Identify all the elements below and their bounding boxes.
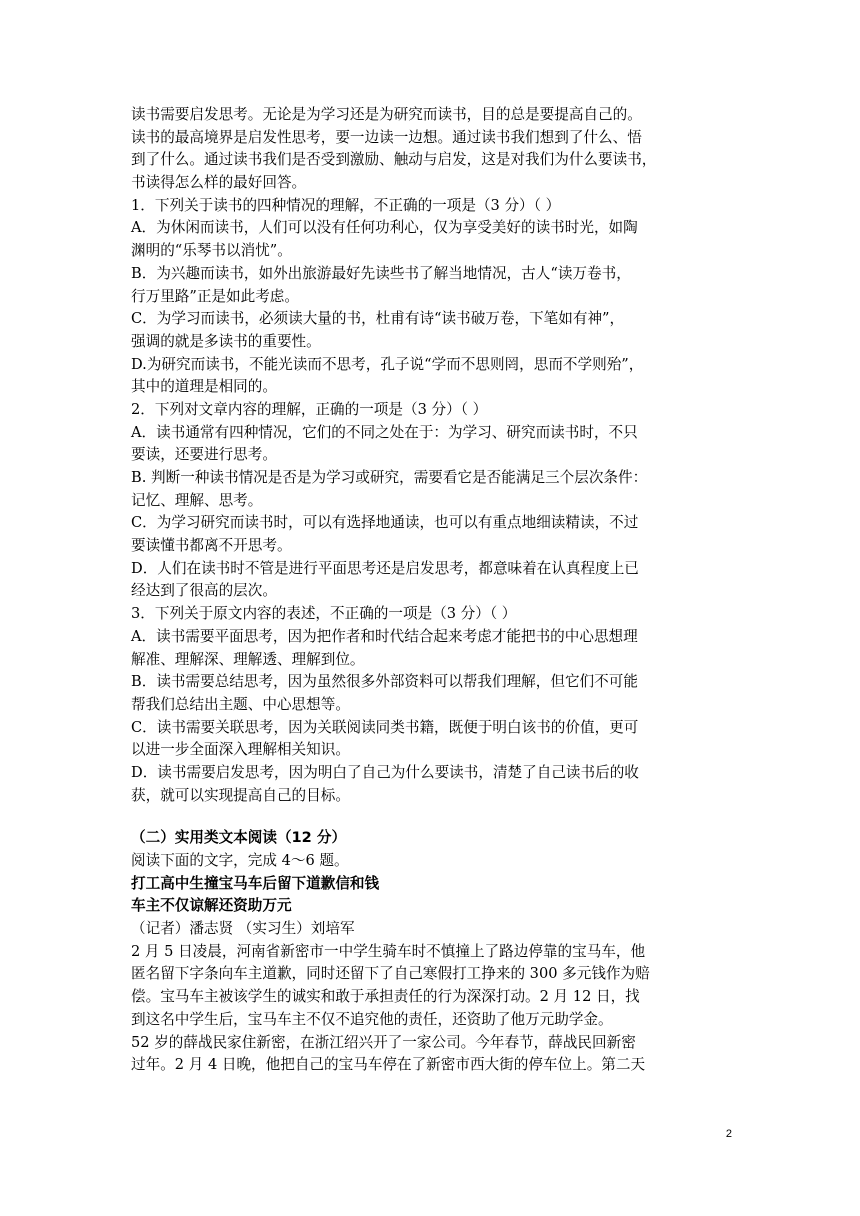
section-heading: （二）实用类文本阅读（12 分） xyxy=(131,829,347,847)
question-1 xyxy=(131,195,731,399)
article-line: 2 月 5 日凌晨，河南省新密市一中学生骑车时不慎撞上了路边停靠的宝马车，他 xyxy=(131,942,646,960)
article-subheadline: 车主不仅谅解还资助万元 xyxy=(131,897,292,915)
option-line: A．读书通常有四种情况，它们的不同之处在于：为学习、研究而读书时，不只 xyxy=(131,423,638,441)
option-d xyxy=(131,762,731,807)
option-c xyxy=(131,512,731,557)
option-line: D．读书需要启发思考，因为明白了自己为什么要读书，清楚了自己读书后的收 xyxy=(131,763,639,781)
article-body xyxy=(131,941,731,1077)
option-line: 要读懂书都离不开思考。 xyxy=(131,537,292,555)
question-3 xyxy=(131,603,731,807)
option-line: C．为学习而读书，必须读大量的书，杜甫有诗“读书破万卷，下笔如有神”， xyxy=(131,310,625,328)
section-2 xyxy=(131,827,731,1077)
option-a xyxy=(131,422,731,467)
option-line: B．读书需要总结思考，因为虽然很多外部资料可以帮我们理解，但它们不可能 xyxy=(131,673,638,691)
option-line: D．人们在读书时不管是进行平面思考还是启发思考，都意味着在认真程度上已 xyxy=(131,559,639,577)
option-d xyxy=(131,558,731,603)
option-line: 强调的就是多读书的重要性。 xyxy=(131,332,321,350)
option-line: 解准、理解深、理解透、理解到位。 xyxy=(131,650,365,668)
article-line: 到这名中学生后，宝马车主不仅不追究他的责任，还资助了他万元助学金。 xyxy=(131,1010,613,1028)
option-b xyxy=(131,263,731,308)
option-line: 要读，还要进行思考。 xyxy=(131,446,277,464)
document-body xyxy=(131,104,731,1077)
option-d xyxy=(131,354,731,399)
question-stem: 2．下列对文章内容的理解，正确的一项是（3 分）（ ） xyxy=(131,400,488,418)
option-line: 以进一步全面深入理解相关知识。 xyxy=(131,741,350,759)
option-line: 获，就可以实现提高自己的目标。 xyxy=(131,786,350,804)
text-line: 读书的最高境界是启发性思考，要一边读一边想。通过读书我们想到了什么、悟 xyxy=(131,128,642,146)
page-number: 2 xyxy=(725,1128,732,1140)
section-instruction: 阅读下面的文字，完成 4～6 题。 xyxy=(131,852,349,869)
option-line: 帮我们总结出主题、中心思想等。 xyxy=(131,695,350,713)
option-b xyxy=(131,467,731,512)
paragraph-intro xyxy=(131,104,731,195)
question-2 xyxy=(131,399,731,603)
option-line: 经达到了很高的层次。 xyxy=(131,582,277,600)
option-line: C．读书需要关联思考，因为关联阅读同类书籍，既便于明白该书的价值，更可 xyxy=(131,718,639,736)
option-line: A．读书需要平面思考，因为把作者和时代结合起来考虑才能把书的中心思想理 xyxy=(131,627,638,645)
option-line: 行万里路”正是如此考虑。 xyxy=(131,287,299,305)
question-stem: 3．下列关于原文内容的表述，不正确的一项是（3 分）（ ） xyxy=(131,605,517,623)
article-line: 52 岁的薛战民家住新密，在浙江绍兴开了一家公司。今年春节，薛战民回新密 xyxy=(131,1033,636,1051)
section-spacer xyxy=(131,807,731,827)
text-line: 读书需要启发思考。无论是为学习还是为研究而读书，目的总是要提高自己的。 xyxy=(131,106,642,123)
option-line: C．为学习研究而读书时，可以有选择地通读，也可以有重点地细读精读，不过 xyxy=(131,514,639,532)
article-line: 匿名留下字条向车主道歉，同时还留下了自己寒假打工挣来的 300 多元钱作为赔 xyxy=(131,965,650,983)
option-a xyxy=(131,217,731,262)
option-line: B. 判断一种读书情况是否是为学习或研究，需要看它是否能满足三个层次条件： xyxy=(131,469,648,486)
option-line: 记忆、理解、思考。 xyxy=(131,491,263,509)
option-line: 其中的道理是相同的。 xyxy=(131,378,277,396)
option-b xyxy=(131,671,731,716)
article-line: 偿。宝马车主被该学生的诚实和敢于承担责任的行为深深打动。2 月 12 日，找 xyxy=(131,988,640,1006)
question-stem: 1．下列关于读书的四种情况的理解，不正确的一项是（3 分）（ ） xyxy=(131,196,561,214)
text-line: 书读得怎么样的最好回答。 xyxy=(131,174,307,192)
article-line: 过年。2 月 4 日晚，他把自己的宝马车停在了新密市西大街的停车位上。第二天 xyxy=(131,1056,646,1074)
option-line: B．为兴趣而读书，如外出旅游最好先读些书了解当地情况，古人“读万卷书， xyxy=(131,264,631,282)
option-a xyxy=(131,626,731,671)
text-line: 到了什么。通过读书我们是否受到激励、触动与启发，这是对我们为什么要读书， xyxy=(131,151,657,169)
option-line: D.为研究而读书，不能光读而不思考，孔子说“学而不思则罔，思而不学则殆”， xyxy=(131,355,644,373)
article-byline: （记者）潘志贤 （实习生）刘培军 xyxy=(131,920,355,938)
article-headline: 打工高中生撞宝马车后留下道歉信和钱 xyxy=(131,874,380,892)
option-line: A．为休闲而读书，人们可以没有任何功利心，仅为享受美好的读书时光，如陶 xyxy=(131,219,638,237)
option-c xyxy=(131,717,731,762)
option-line: 渊明的“乐琴书以消忧”。 xyxy=(131,242,292,260)
option-c xyxy=(131,308,731,353)
